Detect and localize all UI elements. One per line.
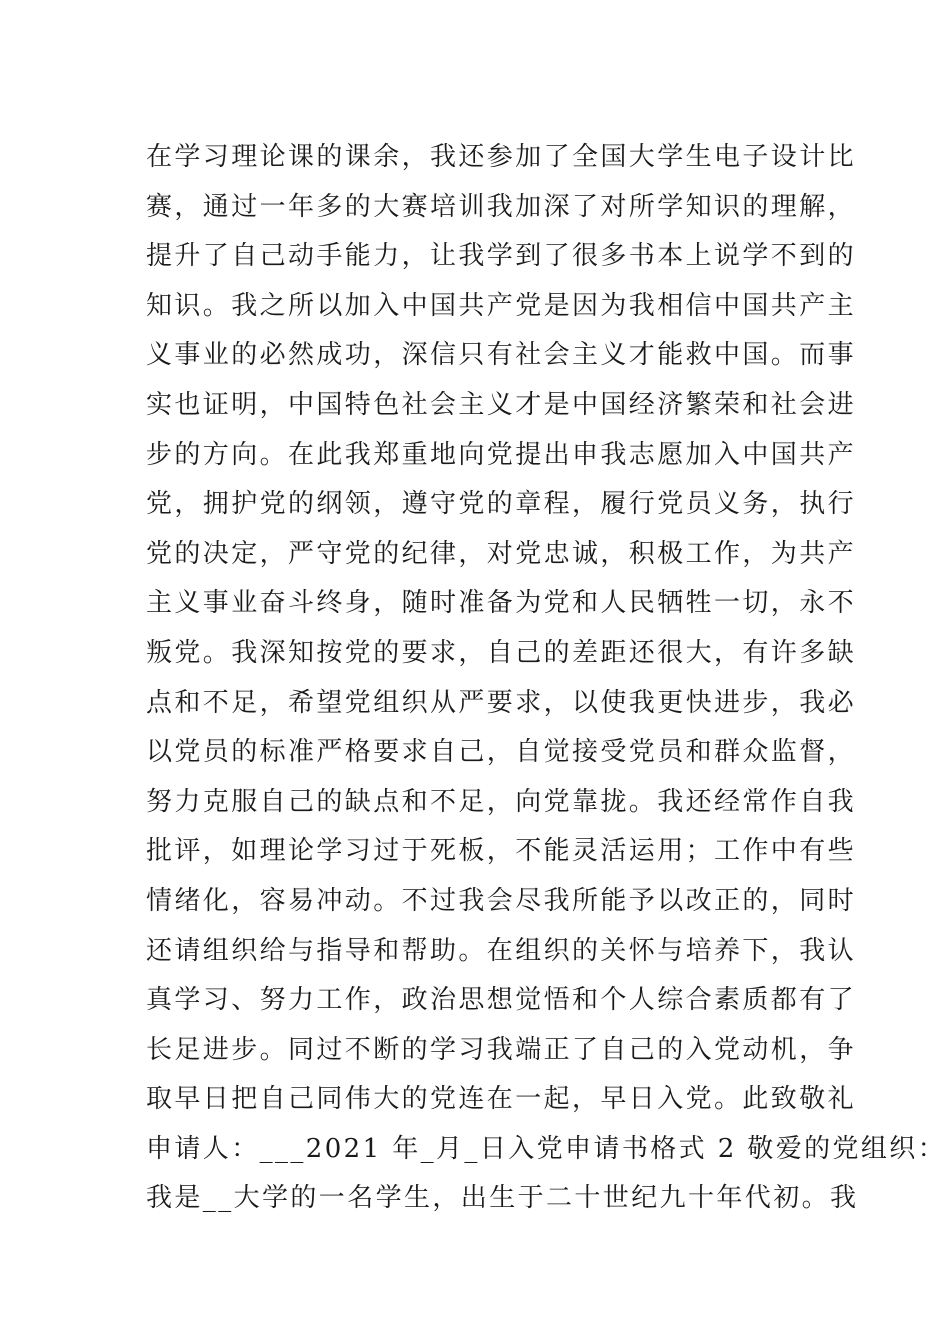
text-line: 党，拥护党的纲领，遵守党的章程，履行党员义务，执行 <box>146 489 857 520</box>
text-line: 点和不足，希望党组织从严要求，以使我更快进步，我必 <box>146 687 857 718</box>
text-line: 提升了自己动手能力，让我学到了很多书本上说学不到的 <box>146 241 857 272</box>
text-line: 批评，如理论学习过于死板，不能灵活运用；工作中有些 <box>146 836 857 867</box>
text-line: 实也证明，中国特色社会主义才是中国经济繁荣和社会进 <box>146 389 857 420</box>
text-line: 申请人：___2021 年_月_日入党申请书格式 2 敬爱的党组织： <box>146 1133 947 1164</box>
text-line: 努力克服自己的缺点和不足，向党靠拢。我还经常作自我 <box>146 786 857 817</box>
text-line: 步的方向。在此我郑重地向党提出申我志愿加入中国共产 <box>146 439 857 470</box>
text-line: 真学习、努力工作，政治思想觉悟和个人综合素质都有了 <box>146 985 857 1016</box>
text-line: 在学习理论课的课余，我还参加了全国大学生电子设计比 <box>146 142 857 172</box>
text-line: 义事业的必然成功，深信只有社会主义才能救中国。而事 <box>146 340 857 371</box>
text-line: 情绪化，容易冲动。不过我会尽我所能予以改正的，同时 <box>146 885 857 916</box>
text-line: 主义事业奋斗终身，随时准备为党和人民牺牲一切，永不 <box>146 588 857 619</box>
text-line: 长足进步。同过不断的学习我端正了自己的入党动机，争 <box>146 1034 857 1065</box>
text-line: 赛，通过一年多的大赛培训我加深了对所学知识的理解， <box>146 191 857 222</box>
text-line: 还请组织给与指导和帮助。在组织的关怀与培养下，我认 <box>146 935 857 966</box>
body-text <box>146 133 947 1224</box>
text-line: 知识。我之所以加入中国共产党是因为我相信中国共产主 <box>146 290 857 321</box>
text-line: 党的决定，严守党的纪律，对党忠诚，积极工作，为共产 <box>146 538 857 569</box>
text-line: 叛党。我深知按党的要求，自己的差距还很大，有许多缺 <box>146 637 857 668</box>
text-line: 取早日把自己同伟大的党连在一起，早日入党。此致敬礼 <box>146 1084 857 1115</box>
text-line: 我是__大学的一名学生，出生于二十世纪九十年代初。我 <box>146 1183 859 1214</box>
text-line: 以党员的标准严格要求自己，自觉接受党员和群众监督， <box>146 737 857 768</box>
